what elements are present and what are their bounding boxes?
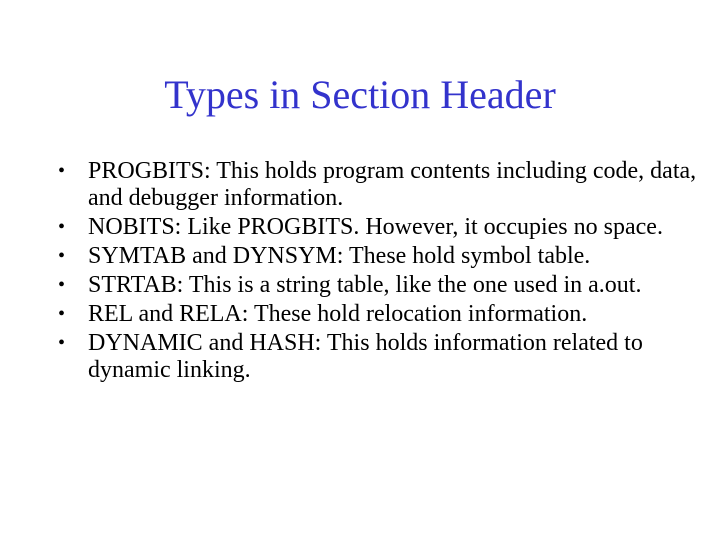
bullet-item-nobits: [58, 214, 698, 241]
bullet-item-strtab: [58, 272, 698, 299]
bullet-item-rel: [58, 301, 698, 328]
bullet-dot-icon: •: [58, 332, 66, 354]
bullet-dot-icon: •: [58, 160, 66, 182]
bullet-dot-icon: •: [58, 216, 66, 238]
bullet-text: STRTAB: This is a string table, like the one used in a.out.: [88, 272, 642, 298]
bullet-text: PROGBITS: This holds program contents including code, data, and debugger information.: [88, 158, 697, 211]
bullet-text: NOBITS: Like PROGBITS. However, it occupies no space.: [88, 214, 663, 240]
bullet-dot-icon: •: [58, 245, 66, 267]
bullet-text: REL and RELA: These hold relocation information.: [88, 301, 588, 327]
bullet-item-progbits: [58, 158, 698, 212]
bullet-item-symtab: [58, 243, 698, 270]
bullet-dot-icon: •: [58, 303, 66, 325]
slide-title: Types in Section Header: [164, 72, 556, 117]
bullet-text: SYMTAB and DYNSYM: These hold symbol table.: [88, 243, 591, 269]
bullet-item-dynamic: [58, 330, 698, 384]
bullet-list: [58, 158, 698, 386]
bullet-dot-icon: •: [58, 274, 66, 296]
bullet-text: DYNAMIC and HASH: This holds information related to dynamic linking.: [88, 330, 643, 383]
